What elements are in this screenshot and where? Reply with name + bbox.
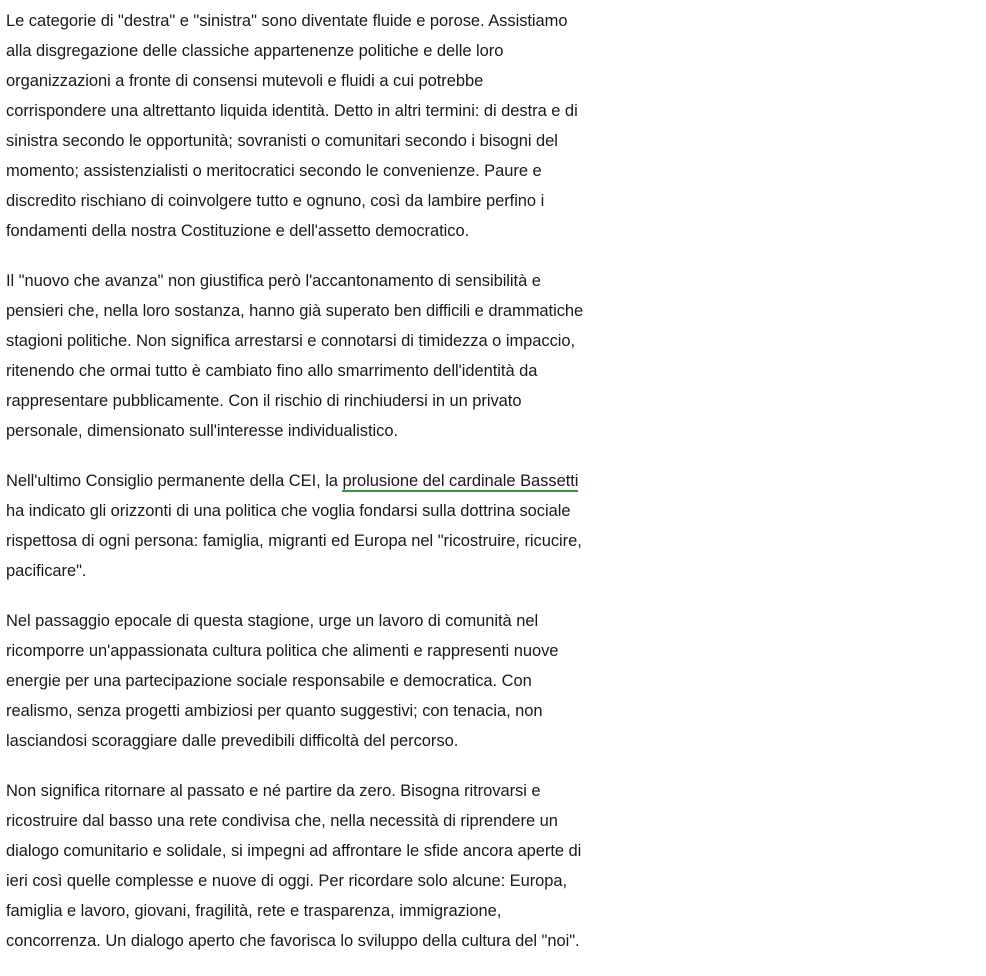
text-line: Il "nuovo che avanza" non giustifica però l'accantonamento di sensibilità e — [6, 272, 541, 290]
text-line: organizzazioni a fronte di consensi mutevoli e fluidi a cui potrebbe — [6, 72, 484, 90]
text-line-with-link — [6, 466, 638, 496]
prolusione-link[interactable]: prolusione del cardinale Bassetti — [342, 472, 579, 490]
text-line: ieri così quelle complesse e nuove di oggi. Per ricordare solo alcune: Europa, — [6, 872, 568, 890]
text-line: pensieri che, nella loro sostanza, hanno già superato ben difficili e drammatiche — [6, 302, 584, 320]
text-line: fondamenti della nostra Costituzione e dell'assetto democratico. — [6, 222, 470, 240]
text-line: pacificare". — [6, 562, 87, 580]
text-line: famiglia e lavoro, giovani, fragilità, rete e trasparenza, immigrazione, — [6, 902, 502, 920]
text-line: rappresentare pubblicamente. Con il rischio di rinchiudersi in un privato — [6, 392, 522, 410]
paragraph-5 — [6, 776, 638, 956]
text-line: ricomporre un'appassionata cultura politica che alimenti e rappresenti nuove — [6, 642, 559, 660]
text-line: energie per una partecipazione sociale responsabile e democratica. Con — [6, 672, 532, 690]
text-line: ricostruire dal basso una rete condivisa che, nella necessità di riprendere un — [6, 812, 558, 830]
text-line: Le categorie di "destra" e "sinistra" sono diventate fluide e porose. Assistiamo — [6, 12, 568, 30]
paragraph-3 — [6, 466, 638, 586]
article-body — [6, 6, 638, 976]
text-line: lasciandosi scoraggiare dalle prevedibili difficoltà del percorso. — [6, 732, 459, 750]
text-line: personale, dimensionato sull'interesse individualistico. — [6, 422, 398, 440]
text-line: discredito rischiano di coinvolgere tutto e ognuno, così da lambire perfino i — [6, 192, 545, 210]
text-line: Non significa ritornare al passato e né partire da zero. Bisogna ritrovarsi e — [6, 782, 541, 800]
text-line: dialogo comunitario e solidale, si impegni ad affrontare le sfide ancora aperte di — [6, 842, 582, 860]
text-line: alla disgregazione delle classiche appartenenze politiche e delle loro — [6, 42, 504, 60]
paragraph-4 — [6, 606, 638, 756]
text-line: rispettosa di ogni persona: famiglia, migranti ed Europa nel "ricostruire, ricucire, — [6, 532, 582, 550]
text-line: realismo, senza progetti ambiziosi per quanto suggestivi; con tenacia, non — [6, 702, 543, 720]
text-line: corrispondere una altrettanto liquida identità. Detto in altri termini: di destra e di — [6, 102, 578, 120]
paragraph-2 — [6, 266, 638, 446]
text-line: Nel passaggio epocale di questa stagione, urge un lavoro di comunità nel — [6, 612, 539, 630]
text-line: ritenendo che ormai tutto è cambiato fino allo smarrimento dell'identità da — [6, 362, 538, 380]
text-line: concorrenza. Un dialogo aperto che favorisca lo sviluppo della cultura del "noi". — [6, 932, 580, 950]
text-line: sinistra secondo le opportunità; sovranisti o comunitari secondo i bisogni del — [6, 132, 558, 150]
text-line: momento; assistenzialisti o meritocratici secondo le convenienze. Paure e — [6, 162, 542, 180]
text-line: ha indicato gli orizzonti di una politica che voglia fondarsi sulla dottrina sociale — [6, 502, 571, 520]
paragraph-1 — [6, 6, 638, 246]
paragraph-3-prefix: Nell'ultimo Consiglio permanente della CEI, la — [6, 472, 343, 490]
text-line: stagioni politiche. Non significa arrestarsi e connotarsi di timidezza o impaccio, — [6, 332, 576, 350]
